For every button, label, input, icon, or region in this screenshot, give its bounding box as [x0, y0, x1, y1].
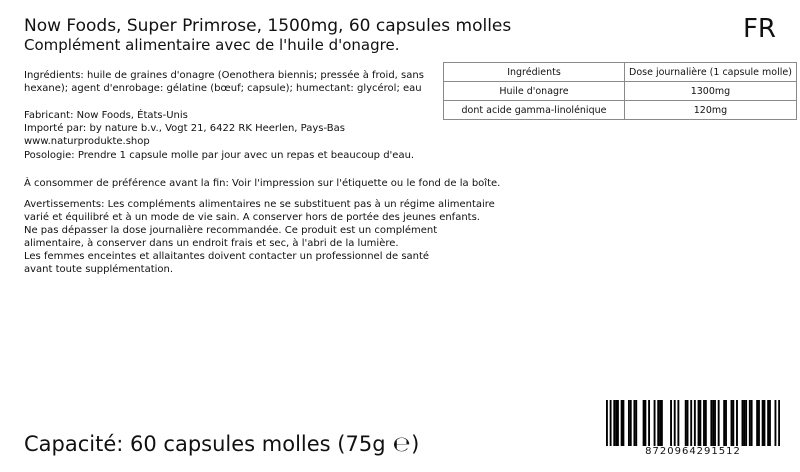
table-header-cell: Ingrédients — [444, 63, 625, 82]
estimate-sign-icon: ℮ — [392, 432, 411, 456]
barcode-bar — [745, 400, 747, 446]
barcode-number: 8720964291512 — [645, 446, 741, 457]
barcode-bar — [743, 400, 745, 446]
importer-line: Importé par: by nature b.v., Vogt 21, 6422 RK Heerlen, Pays-Bas — [24, 123, 345, 134]
posology-line: Posologie: Prendre 1 capsule molle par jour avec un repas et beaucoup d'eau. — [24, 150, 415, 161]
barcode-bar — [698, 400, 700, 446]
posology-text — [24, 149, 432, 162]
barcode-bar — [699, 400, 701, 446]
barcode-bar — [778, 400, 780, 446]
ingredients-line: hexane); agent d'enrobage: gélatine (bœuf; capsule); humectant: glycérol; eau — [24, 83, 422, 94]
barcode-bar — [718, 400, 720, 446]
barcode-bar — [705, 400, 707, 446]
table-cell: Huile d'onagre — [444, 82, 625, 101]
ingredients-block — [24, 69, 432, 95]
barcode-bar — [635, 400, 637, 446]
warnings-line: avant toute supplémentation. — [24, 264, 174, 275]
table-row — [444, 101, 797, 120]
barcode-bar — [622, 400, 624, 446]
barcode-bar — [610, 400, 612, 446]
barcode-bar — [661, 400, 663, 446]
barcode-bar — [617, 400, 619, 446]
barcode-bar — [694, 400, 696, 446]
barcode-bar — [606, 400, 608, 446]
barcode-bar — [687, 400, 689, 446]
barcode-bar — [633, 400, 635, 446]
barcode-bar — [613, 400, 615, 446]
barcode-bar — [703, 400, 705, 446]
barcode-bar — [731, 400, 733, 446]
product-subtitle: Complément alimentaire avec de l'huile d'onagre. — [24, 36, 400, 54]
warnings-block — [24, 198, 495, 276]
barcode-icon — [606, 400, 780, 446]
barcode-bar — [659, 400, 661, 446]
capacity-label: Capacité: 60 capsules molles (75g — [24, 432, 386, 456]
barcode-bar — [758, 400, 760, 446]
barcode-bar — [677, 400, 679, 446]
barcode-bar — [714, 400, 716, 446]
barcode-bar — [767, 400, 769, 446]
warnings-line: Ne pas dépasser la dose journalière recommandée. Ce produit est un complément — [24, 225, 438, 236]
product-title: Now Foods, Super Primrose, 1500mg, 60 capsules molles — [24, 16, 512, 36]
barcode-bar — [657, 400, 659, 446]
ingredients-line: Ingrédients: huile de graines d'onagre (Oenothera biennis; pressée à froid, sans — [24, 70, 424, 81]
barcode-bar — [736, 400, 738, 446]
barcode-bar — [775, 400, 777, 446]
capacity-text — [24, 431, 419, 457]
barcode-bar — [670, 400, 672, 446]
table-cell: dont acide gamma-linolénique — [444, 101, 625, 120]
barcode-bar — [643, 400, 645, 446]
barcode-bar — [654, 400, 656, 446]
barcode-bar — [723, 400, 725, 446]
barcode-bar — [769, 400, 771, 446]
barcode-bar — [648, 400, 650, 446]
barcode-bar — [621, 400, 623, 446]
storage-text — [24, 177, 501, 190]
manufacturer-block — [24, 109, 432, 148]
barcode-bar — [732, 400, 734, 446]
website-line: www.naturprodukte.shop — [24, 136, 150, 147]
barcode-bar — [674, 400, 676, 446]
table-cell: 120mg — [625, 101, 797, 120]
warnings-line: Avertissements: Les compléments alimentaires ne se substituent pas à un régime alimentaire — [24, 199, 495, 210]
barcode-bar — [644, 400, 646, 446]
barcode-bar — [751, 400, 753, 446]
nutrition-table — [443, 62, 797, 120]
barcode-bar — [690, 400, 692, 446]
table-row — [444, 82, 797, 101]
barcode-bar — [725, 400, 727, 446]
barcode-bar — [749, 400, 751, 446]
table-header-cell: Dose journalière (1 capsule molle) — [625, 63, 797, 82]
manufacturer-line: Fabricant: Now Foods, États-Unis — [24, 110, 188, 121]
warnings-line: alimentaire, à conserver dans un endroit frais et sec, à l'abri de la lumière. — [24, 238, 399, 249]
barcode-bar — [764, 400, 766, 446]
barcode-bar — [628, 400, 630, 446]
table-header-row — [444, 63, 797, 82]
warnings-line: varié et équilibré et à un mode de vie sain. A conserver hors de portée des jeunes enfants. — [24, 212, 480, 223]
barcode-bar — [710, 400, 712, 446]
table-cell: 1300mg — [625, 82, 797, 101]
barcode-bar — [630, 400, 632, 446]
barcode-bar — [615, 400, 617, 446]
barcode-bar — [742, 400, 744, 446]
barcode-bar — [712, 400, 714, 446]
barcode-bar — [756, 400, 758, 446]
warnings-line: Les femmes enceintes et allaitantes doivent contacter un professionnel de santé — [24, 251, 430, 262]
language-code: FR — [742, 14, 776, 44]
barcode-bar — [762, 400, 764, 446]
storage-line: À consommer de préférence avant la fin: Voir l'impression sur l'étiquette ou le fond de la boîte. — [24, 178, 501, 189]
barcode-bar — [685, 400, 687, 446]
capacity-close: ) — [411, 432, 420, 456]
